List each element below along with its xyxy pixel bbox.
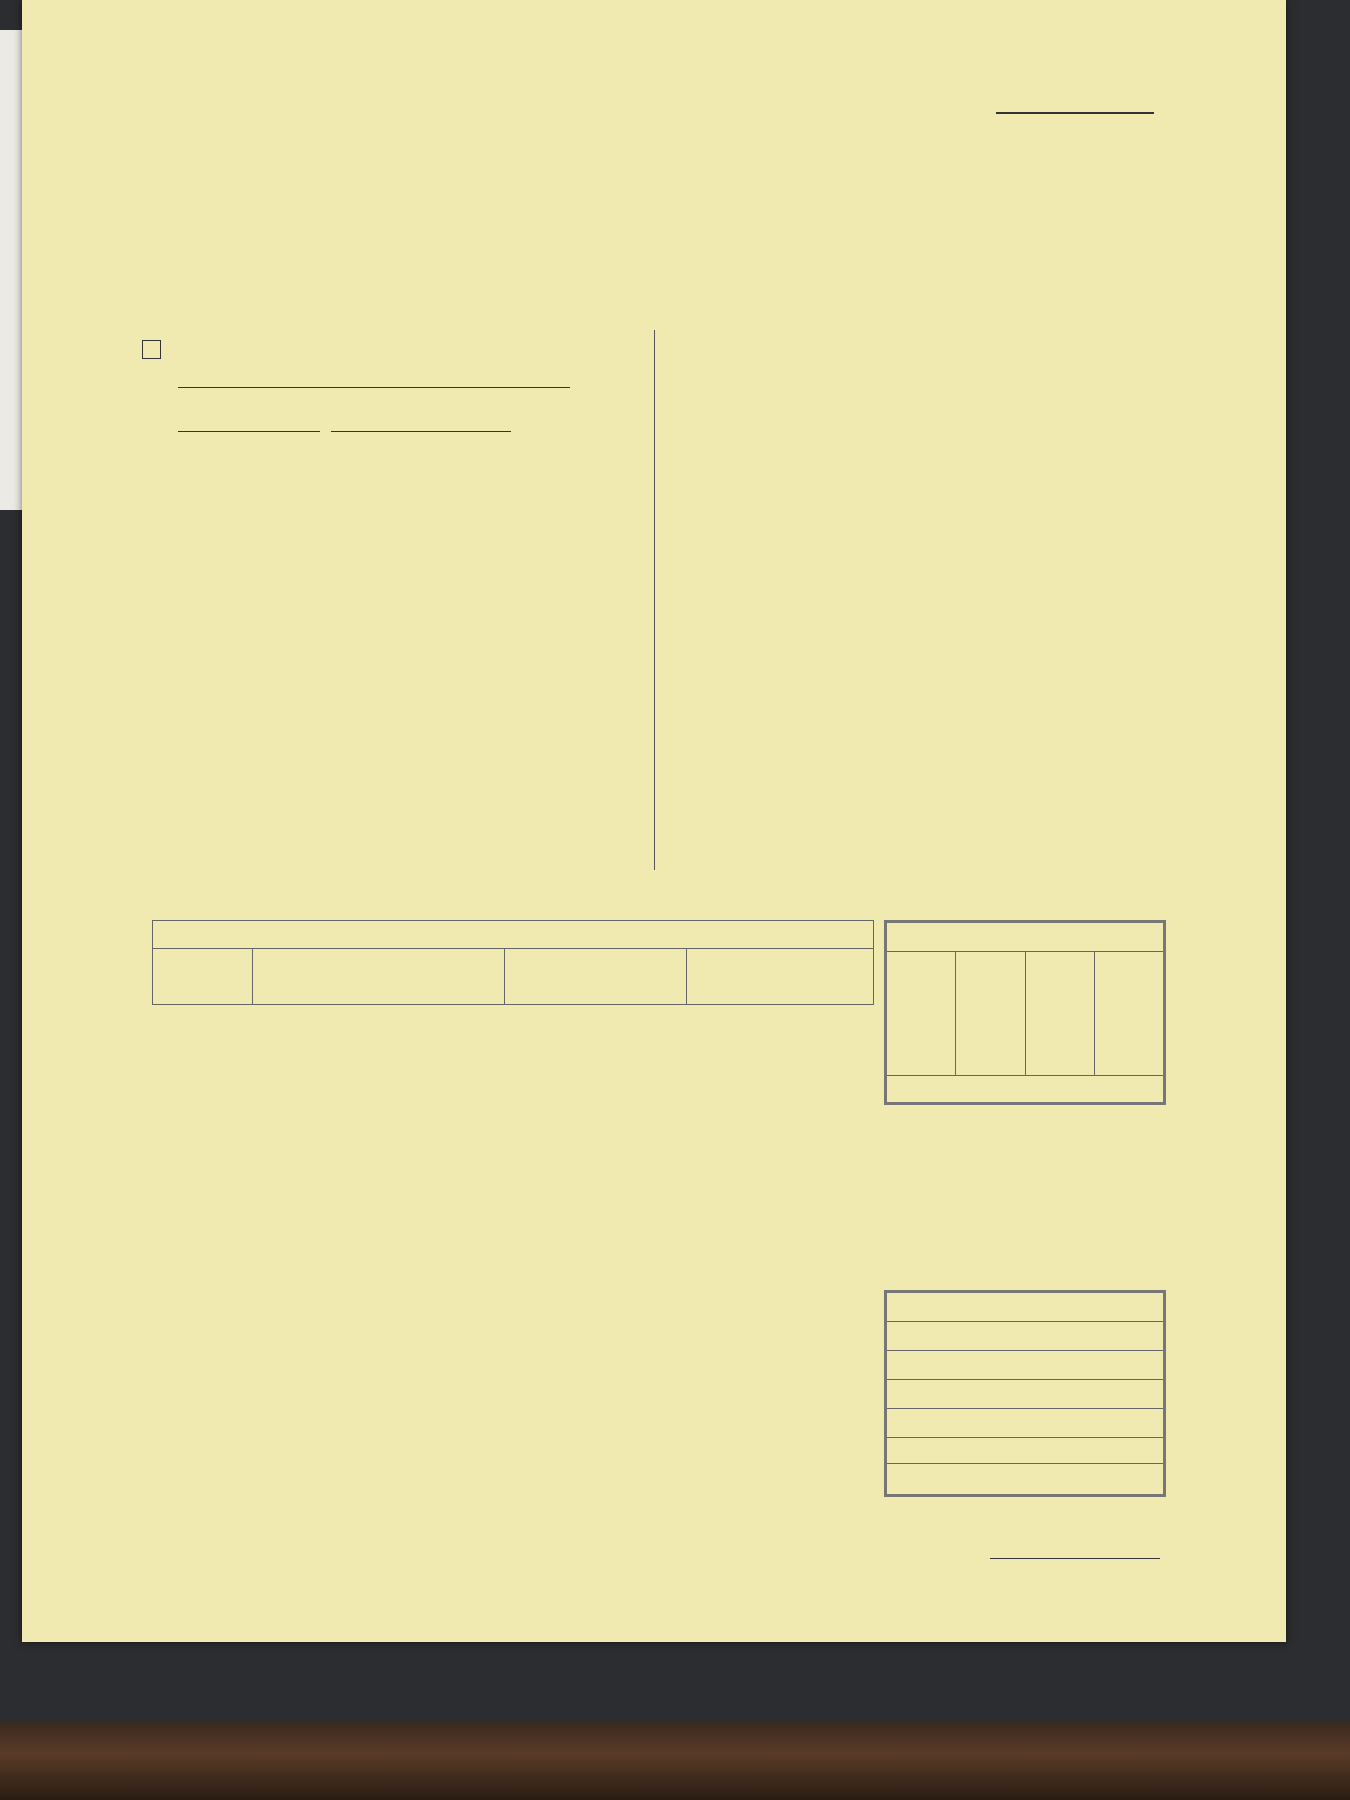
model-hash-field[interactable] — [178, 431, 320, 432]
controller-boards-table — [152, 920, 874, 1005]
col-eprom — [687, 949, 874, 1005]
model-number-spacer — [887, 1438, 1163, 1464]
inverter-info — [884, 1290, 1166, 1497]
col-center — [955, 952, 1025, 1076]
column-divider — [654, 330, 655, 870]
manufacturer-label — [887, 1322, 1163, 1351]
sn-field[interactable] — [331, 431, 511, 432]
manufacturer-line-2[interactable] — [887, 1380, 1163, 1409]
wood-surface — [0, 1722, 1350, 1800]
model-number-label — [887, 1409, 1163, 1438]
equipment-record-sheet — [22, 0, 1286, 1642]
backlash-table — [884, 920, 1166, 1105]
make-field[interactable] — [178, 387, 570, 388]
model-sn-row — [178, 410, 511, 432]
col-negative — [1025, 952, 1095, 1076]
date-field[interactable] — [996, 112, 1154, 114]
col-slot — [153, 949, 253, 1005]
col-description — [253, 949, 505, 1005]
manufacturer-line-1[interactable] — [887, 1351, 1163, 1380]
scale-resolver-label — [886, 1076, 1165, 1104]
rotary-table-checkbox[interactable] — [142, 340, 161, 359]
col-axis — [886, 952, 956, 1076]
model-number-value[interactable] — [887, 1464, 1163, 1494]
rotary-table-row — [142, 340, 171, 362]
boards-title — [153, 921, 874, 949]
col-part-number — [505, 949, 687, 1005]
make-row — [178, 366, 570, 388]
voltage-field[interactable] — [990, 1558, 1160, 1559]
col-positive — [1095, 952, 1165, 1076]
backlash-title — [886, 922, 1165, 952]
inverter-title — [887, 1293, 1163, 1322]
